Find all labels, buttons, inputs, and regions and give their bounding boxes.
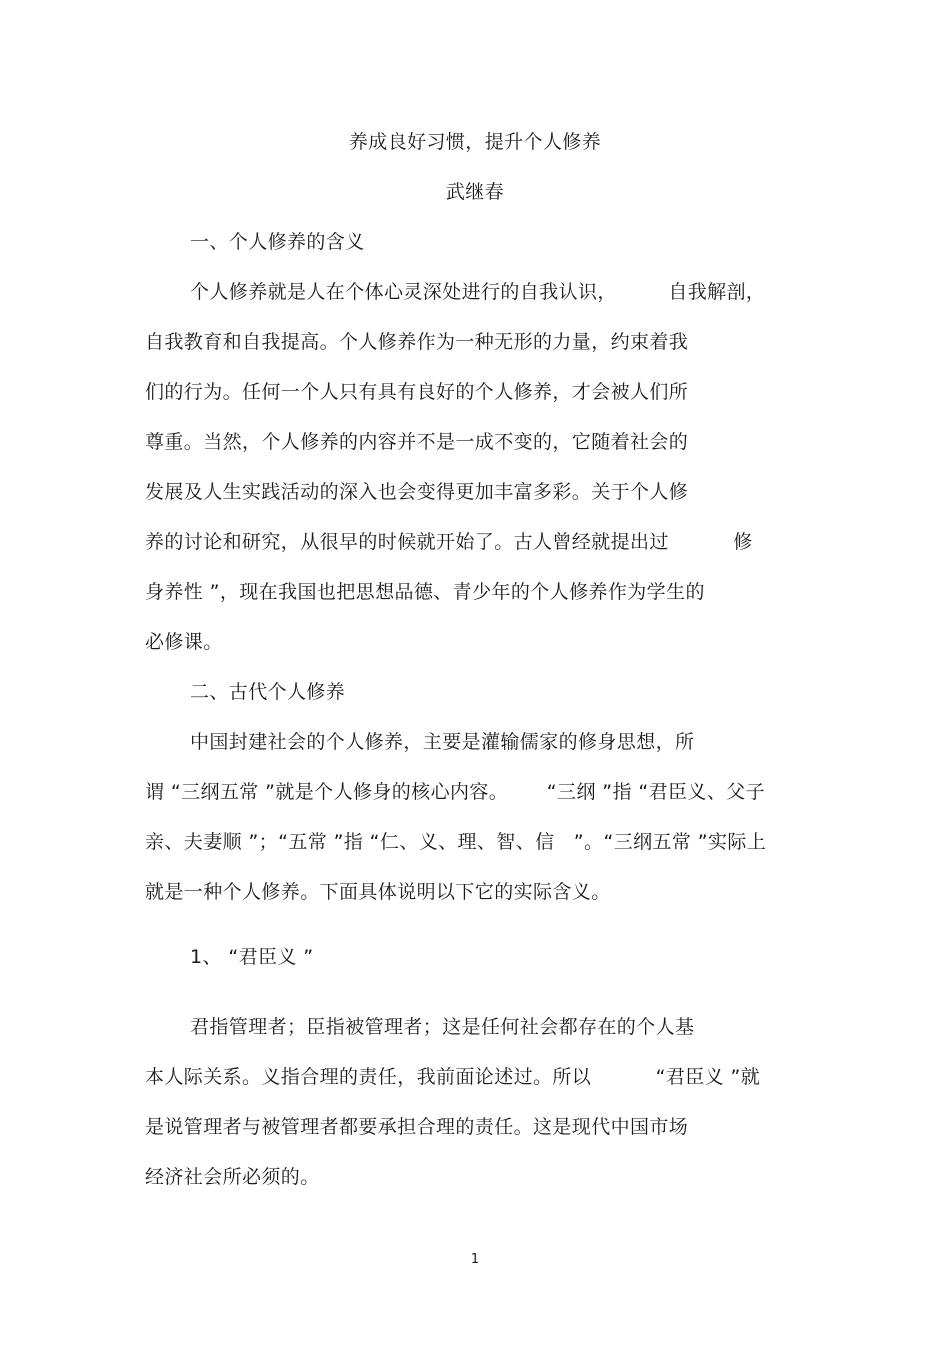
paragraph-line: 发展及人生实践活动的深入也会变得更加丰富多彩。关于个人修 [145,481,689,503]
paragraph-line: 养的讨论和研究，从很早的时候就开始了。古人曾经就提出过 修 [145,531,753,553]
section-heading-2: 二、古代个人修养 [190,681,346,703]
paragraph-line: 本人际关系。义指合理的责任，我前面论述过。所以 “君臣义 ”就 [145,1066,761,1088]
paragraph-line: 必修课。 [145,631,223,653]
paragraph-line: 就是一种个人修养。下面具体说明以下它的实际含义。 [145,881,611,903]
paragraph-line: 是说管理者与被管理者都要承担合理的责任。这是现代中国市场 [145,1116,689,1138]
paragraph-line: 君指管理者；臣指被管理者；这是任何社会都存在的个人基 [190,1016,695,1038]
paragraph-line: 身养性 ”，现在我国也把思想品德、青少年的个人修养作为学生的 [145,581,705,603]
paragraph-line: 们的行为。任何一个人只有具有良好的个人修养，才会被人们所 [145,381,689,403]
paragraph-line: 谓 “三纲五常 ”就是个人修身的核心内容。 “三纲 ”指 “君臣义、父子 [145,781,766,803]
paragraph-line: 中国封建社会的个人修养，主要是灌输儒家的修身思想，所 [190,731,695,753]
paragraph-line: 亲、夫妻顺 ”；“五常 ”指 “仁、义、理、智、信 ”。“三纲五常 ”实际上 [145,831,767,853]
paragraph-line: 尊重。当然，个人修养的内容并不是一成不变的，它随着社会的 [145,431,689,453]
paragraph-line: 自我教育和自我提高。个人修养作为一种无形的力量，约束着我 [145,331,689,353]
doc-author: 武继春 [445,181,505,203]
doc-title: 养成良好习惯，提升个人修养 [348,131,602,153]
paragraph-line: 个人修养就是人在个体心灵深处进行的自我认识， 自我解剖， [190,281,766,303]
subsection-heading-1: 1、 “君臣义 ” [190,946,314,968]
section-heading-1: 一、个人修养的含义 [190,231,365,253]
page-number: 1 [470,1252,480,1267]
paragraph-line: 经济社会所必须的。 [145,1166,320,1188]
